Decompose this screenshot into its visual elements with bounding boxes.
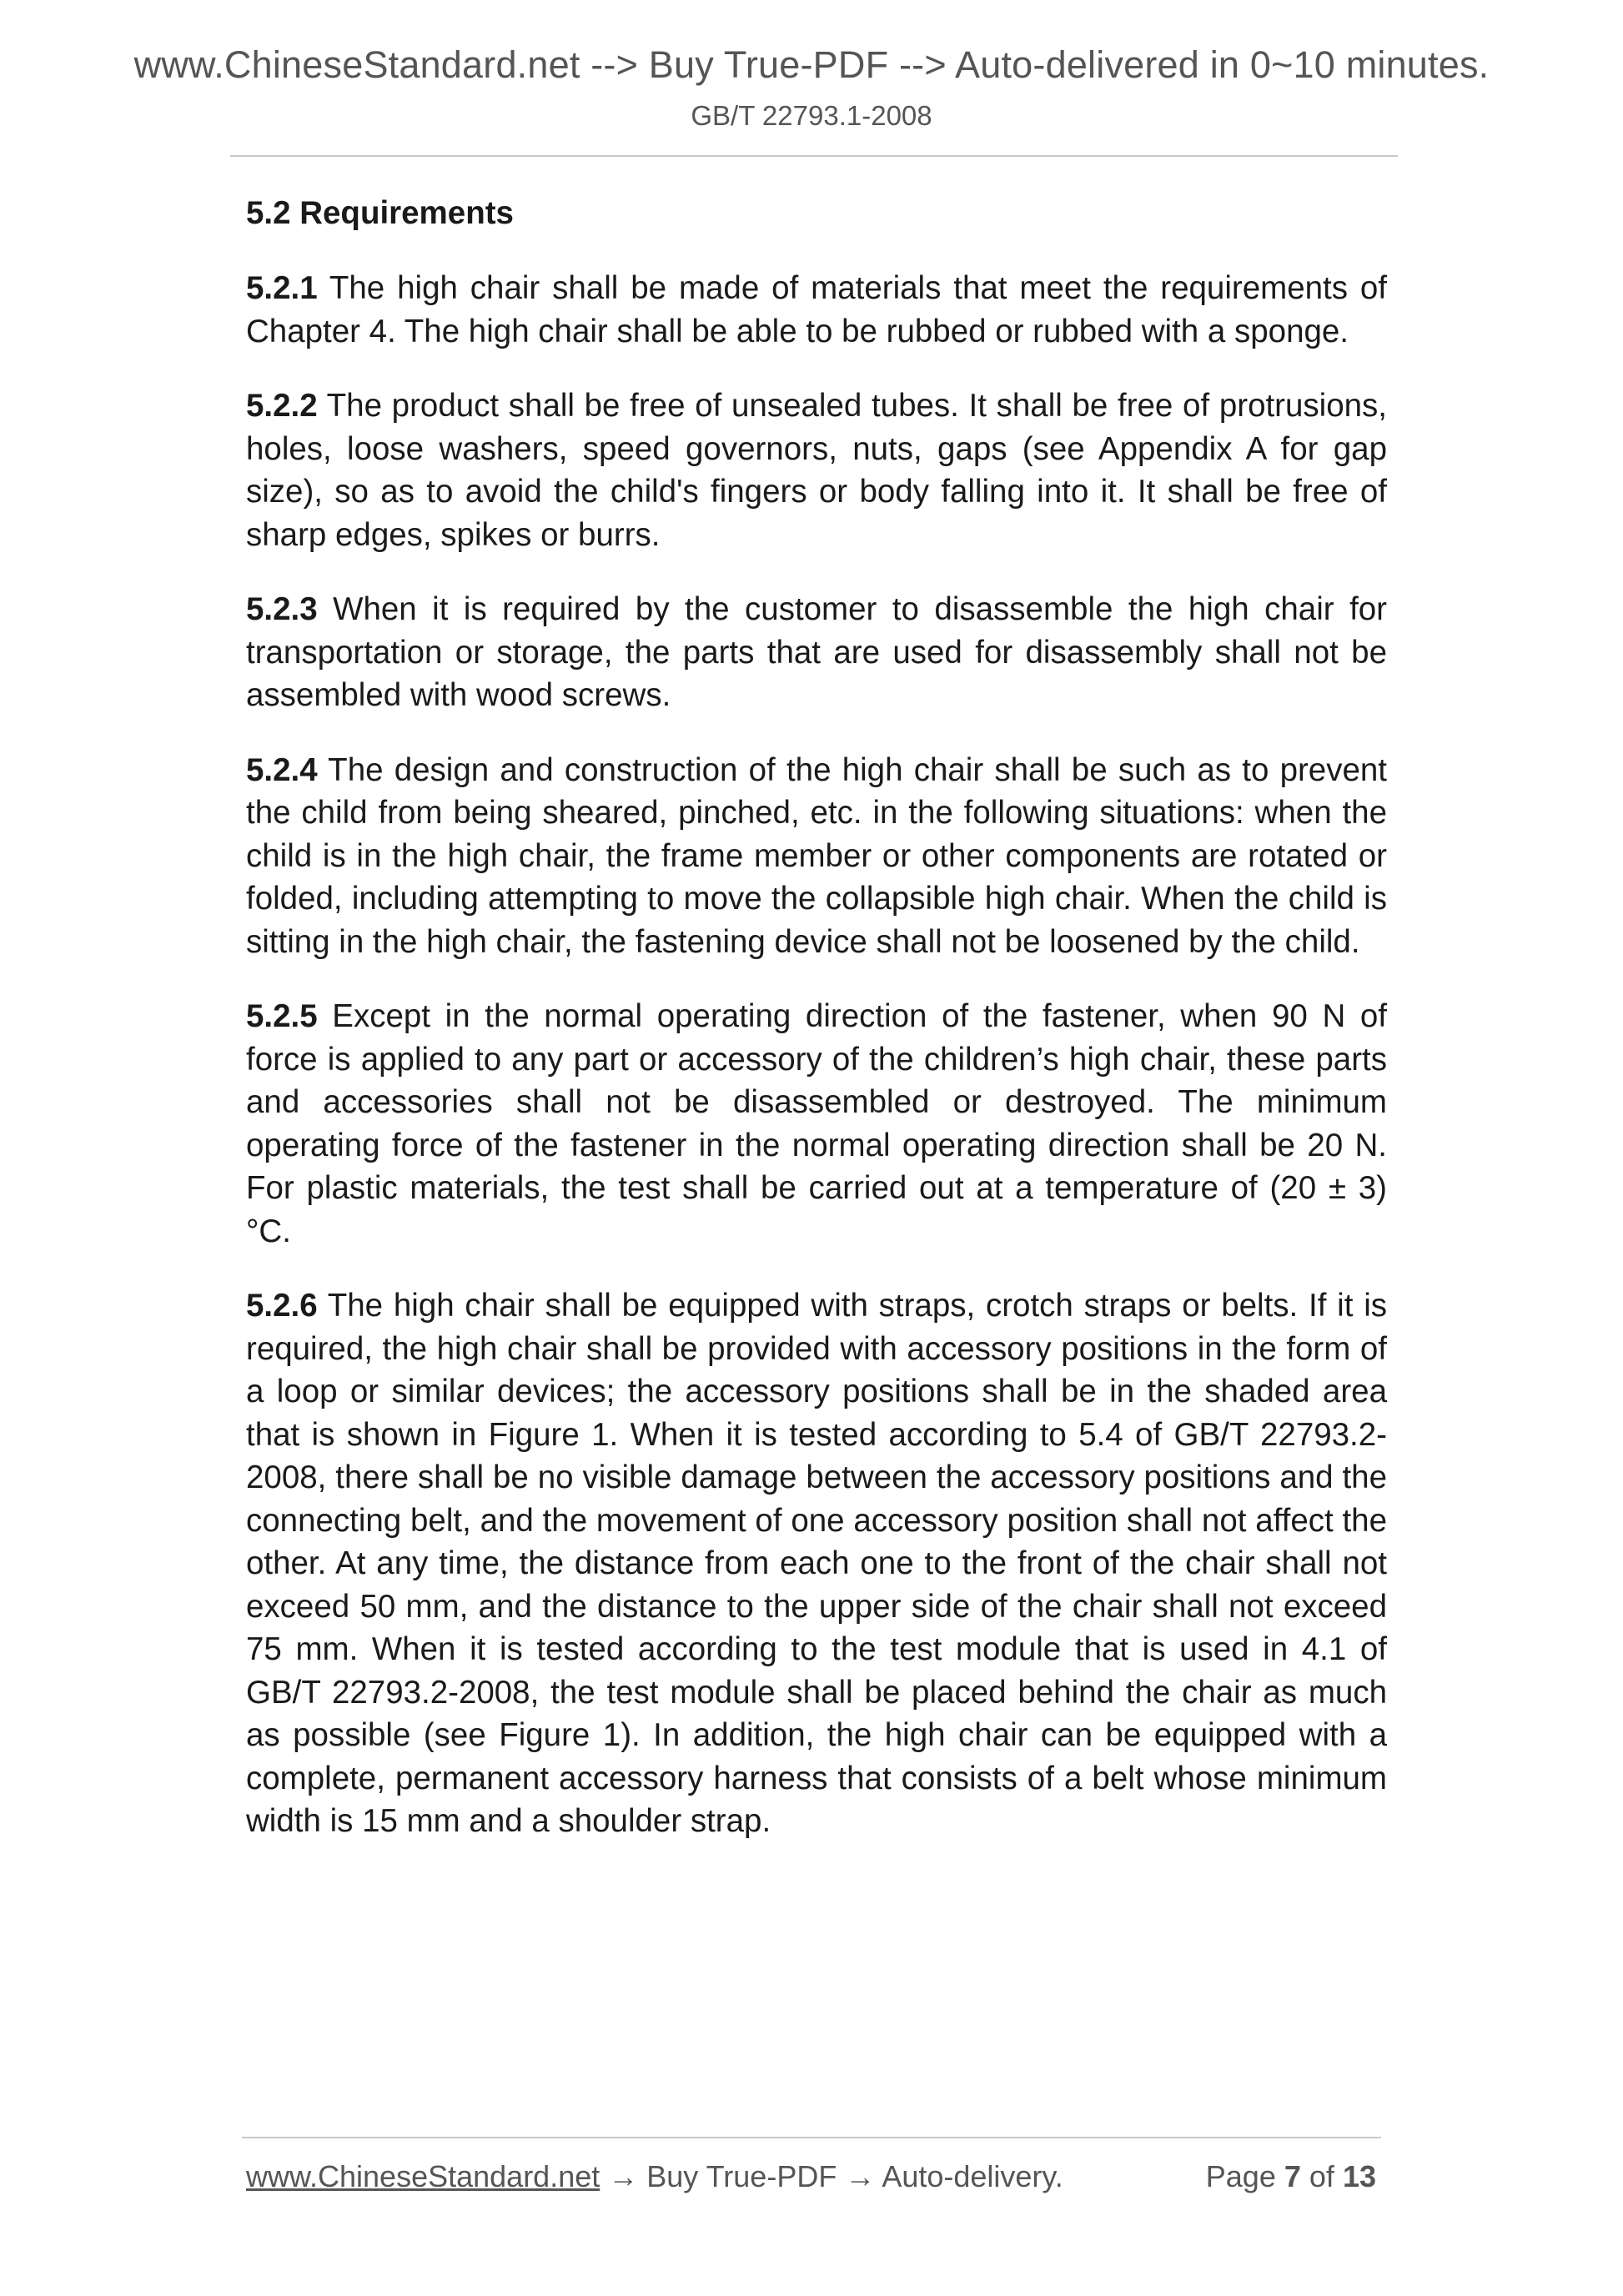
clause-5-2-5 <box>246 995 1387 1253</box>
page-content <box>246 192 1387 1875</box>
clause-text: The design and construction of the high chair shall be such as to prevent the child from being sheared, pinched, etc. in the following situations: when the child is in the high chair, the frame member or other components are rotated or folded, including attempting to move the collapsible high chair. When the child is sitting in the high chair, the fastening device shall not be loosened by the child. <box>246 751 1387 960</box>
clause-number: 5.2.3 <box>246 591 318 627</box>
footer-promo <box>246 2158 1063 2195</box>
clause-number: 5.2.6 <box>246 1288 318 1324</box>
clause-text: The product shall be free of unsealed tubes. It shall be free of protrusions, holes, loose washers, speed governors, nuts, gaps (see Appendix A for gap size), so as to avoid the child's fingers or body falling into it. It shall be free of sharp edges, spikes or burrs. <box>246 388 1387 553</box>
clause-text: When it is required by the customer to disassemble the high chair for transportation or storage, the parts that are used for disassembly shall not be assembled with wood screws. <box>246 591 1387 713</box>
clause-5-2-6 <box>246 1284 1387 1843</box>
clause-number: 5.2.5 <box>246 998 318 1034</box>
site-banner: www.ChineseStandard.net --> Buy True-PDF --> Auto-delivered in 0~10 minutes. <box>133 43 1490 86</box>
page-label: Page <box>1205 2159 1276 2193</box>
clause-number: 5.2.1 <box>246 270 318 306</box>
header-divider <box>230 155 1398 157</box>
footer-tagline: → Buy True-PDF → Auto-delivery. <box>600 2159 1063 2193</box>
footer-divider <box>242 2137 1381 2138</box>
page-indicator <box>1206 2158 1376 2195</box>
section-heading: 5.2 Requirements <box>246 195 514 231</box>
clause-number: 5.2.4 <box>246 751 318 788</box>
total-pages-number: 13 <box>1342 2159 1376 2193</box>
clause-5-2-3 <box>246 588 1387 717</box>
current-page-number: 7 <box>1284 2159 1301 2193</box>
clause-5-2-1 <box>246 267 1387 353</box>
clause-text: The high chair shall be equipped with straps, crotch straps or belts. If it is required, the high chair shall be provided with accessory positions in the form of a loop or similar devices; the accessory positions shall be in the shaded area that is shown in Figure 1. When it is tested according to 5.4 of GB/T 22793.2-2008, there shall be no visible damage between the accessory positions and the connecting belt, and the movement of one accessory position shall not affect the other. At any time, the distance from each one to the front of the chair shall not exceed 50 mm, and the distance to the upper side of the chair shall not exceed 75 mm. When it is tested according to the test module that is used in 4.1 of GB/T 22793.2-2008, the test module shall be placed behind the chair as much as possible (see Figure 1). In addition, the high chair can be equipped with a complete, permanent accessory harness that consists of a belt whose minimum width is 15 mm and a shoulder strap. <box>246 1288 1387 1839</box>
clause-5-2-4 <box>246 749 1387 964</box>
clause-text: The high chair shall be made of materials that meet the requirements of Chapter 4. The high chair shall be able to be rubbed or rubbed with a sponge. <box>246 270 1387 349</box>
clause-text: Except in the normal operating direction of the fastener, when 90 N of force is applied to any part or accessory of the children’s high chair, these parts and accessories shall not be disassembled or destroyed. The minimum operating force of the fastener in the normal operating direction shall be 20 N. For plastic materials, the test shall be carried out at a temperature of (20 ± 3) °C. <box>246 998 1388 1249</box>
document-code: GB/T 22793.1-2008 <box>691 100 932 131</box>
page-of-label: of <box>1309 2159 1334 2193</box>
clause-5-2-2 <box>246 384 1387 556</box>
clause-number: 5.2.2 <box>246 388 318 424</box>
site-link[interactable]: www.ChineseStandard.net <box>246 2159 600 2193</box>
